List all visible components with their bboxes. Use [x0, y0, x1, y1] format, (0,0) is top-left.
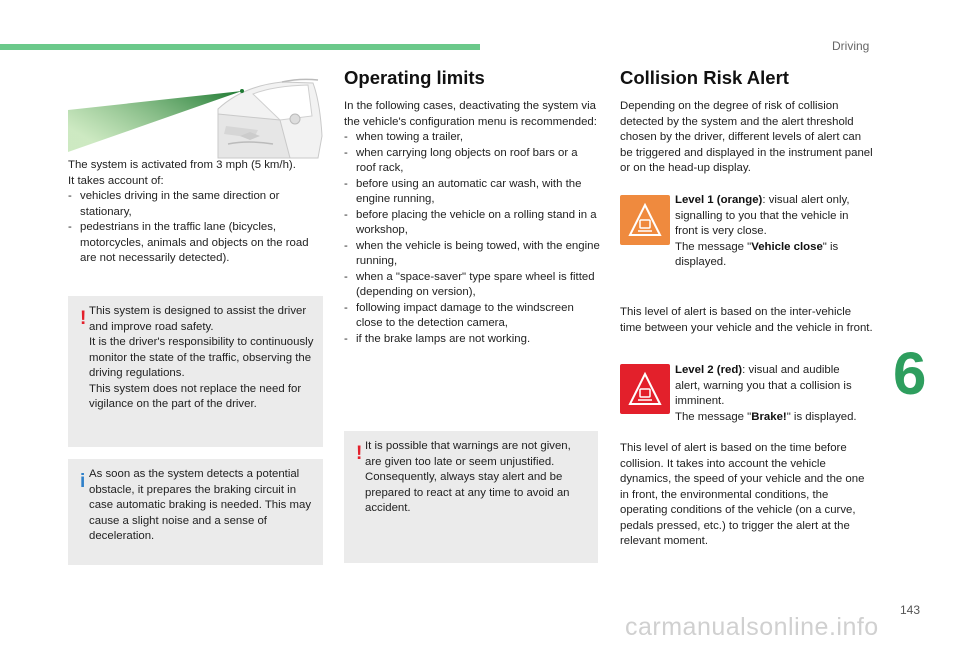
detection-list: [68, 189, 318, 267]
info-text: As soon as the system detects a potential obstacle, it prepares the braking circuit in case automatic braking is needed. This may cause a slight noise and a sense of deceleration.: [89, 468, 312, 542]
level1-message: Vehicle close: [751, 240, 823, 253]
level2-description: Level 2 (red): visual and audible alert, warning you that a collision is imminent. The message "Brake!" is displayed.: [675, 364, 857, 423]
orange-alert-icon: [620, 195, 670, 245]
list-item: - before placing the vehicle on a rolling stand in a workshop,: [344, 208, 600, 239]
info-icon: i: [80, 471, 86, 492]
warning-box: [68, 296, 323, 447]
car-camera-illustration: [68, 74, 324, 160]
list-item: - when carrying long objects on roof bars or a roof rack,: [344, 146, 600, 177]
warning-line: This system is designed to assist the driver and improve road safety.: [89, 305, 307, 333]
list-item: - when towing a trailer,: [344, 130, 600, 146]
level2-label: Level 2 (red): [675, 364, 743, 376]
watermark: carmanualsonline.info: [625, 613, 879, 641]
intro-paragraph: [68, 158, 318, 267]
warning-icon: !: [80, 308, 87, 329]
level1-description: Level 1 (orange): visual alert only, signalling to you that the vehicle in front is very close. The message "Vehicle close" is displayed.: [675, 194, 850, 268]
collision-risk-intro: Depending on the degree of risk of collision detected by the system and the alert threshold chosen by the driver, different levels of alert can be triggered and displayed in the instrument panel or on the head-up display.: [620, 100, 873, 174]
list-item: - pedestrians in the traffic lane (bicycles, motorcycles, animals and objects on the road are not necessarily detected).: [68, 220, 318, 267]
red-alert-icon: [620, 364, 670, 414]
intro-line: The system is activated from 3 mph (5 km/h).: [68, 159, 296, 171]
level2-message: Brake!: [751, 410, 787, 423]
page-number: 143: [900, 603, 921, 617]
intro-line: It takes account of:: [68, 174, 164, 187]
warning-line: This system does not replace the need for vigilance on the part of the driver.: [89, 382, 302, 410]
operating-limits-intro: In the following cases, deactivating the system via the vehicle's configuration menu is recommended:: [344, 100, 597, 128]
list-item: - when a "space-saver" type spare wheel is fitted (depending on version),: [344, 270, 600, 301]
operating-limits-list: [344, 130, 600, 347]
list-item: - before using an automatic car wash, with the engine running,: [344, 177, 600, 208]
operating-limits-heading: Operating limits: [344, 67, 485, 88]
operating-limits-body: [344, 99, 600, 347]
warning-box: [344, 431, 598, 563]
info-box: [68, 459, 323, 565]
warning-text: It is possible that warnings are not given, are given too late or seem unjustified. Consequently, always stay alert and be prepared to react at any time to avoid an accident.: [365, 440, 571, 514]
level1-label: Level 1 (orange): [675, 194, 763, 206]
list-item: - when the vehicle is being towed, with the engine running,: [344, 239, 600, 270]
warning-text: [89, 304, 315, 413]
list-item: - if the brake lamps are not working.: [344, 332, 600, 348]
level2-note: This level of alert is based on the time before collision. It takes into account the vehicle dynamics, the speed of your vehicle and the one in front, the environmental conditions, the operating conditions of the vehicle (on a curve, pedals pressed, etc.) to trigger the alert at the relevant moment.: [620, 442, 865, 547]
warning-icon: !: [356, 443, 363, 464]
collision-risk-heading: Collision Risk Alert: [620, 67, 789, 88]
top-accent-bar: [0, 44, 480, 50]
list-item: - following impact damage to the windscreen close to the detection camera,: [344, 301, 600, 332]
warning-line: It is the driver's responsibility to continuously monitor the state of the traffic, observing the driving regulations.: [89, 336, 314, 379]
level1-note: This level of alert is based on the inter-vehicle time between your vehicle and the vehicle in front.: [620, 306, 873, 334]
section-title: Driving: [832, 39, 870, 53]
chapter-number: 6: [893, 340, 927, 407]
list-item: - vehicles driving in the same direction or stationary,: [68, 189, 318, 220]
